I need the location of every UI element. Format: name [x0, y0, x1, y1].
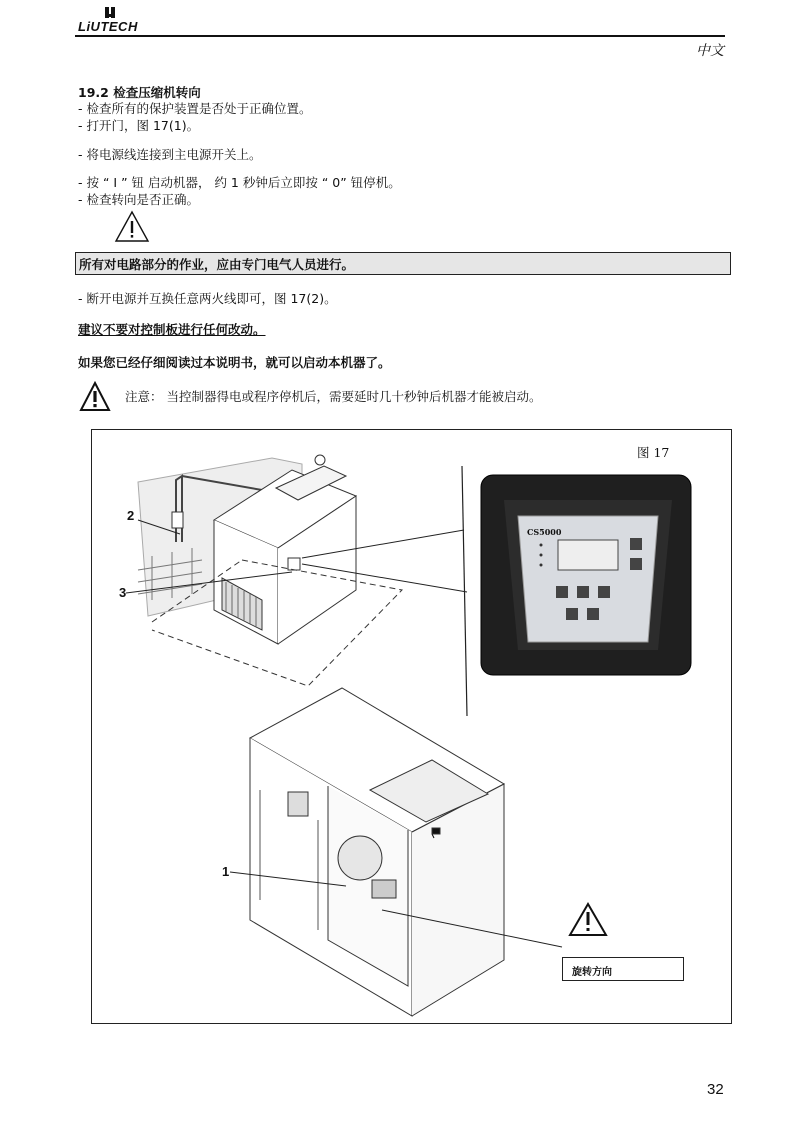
caution-text: 注意： 当控制器得电或程序停机后，需要延时几十秒钟后机器才能被启动。	[125, 389, 542, 404]
caution-triangle-icon	[79, 381, 111, 413]
step-line: - 断开电源并互换任意两火线即可，图 17(2)。	[78, 291, 337, 306]
logo-mark-icon	[102, 6, 122, 20]
installed-compressor-drawing	[138, 455, 402, 686]
callout-number-2: 2	[127, 508, 135, 523]
advice-text: 建议不要对控制板进行任何改动。	[78, 322, 266, 337]
callout-number-3: 3	[119, 585, 127, 600]
step-line: - 打开门，图 17(1)。	[78, 118, 200, 133]
section-number: 19.2	[78, 85, 109, 100]
brand-name: LiUTECH	[78, 19, 138, 34]
step-line: - 将电源线连接到主电源开关上。	[78, 147, 262, 162]
controller-panel-drawing	[481, 475, 691, 675]
language-label: 中文	[696, 44, 724, 59]
step-line: - 按 “ I ” 钮 启动机器， 约 1 秒钟后立即按 “ 0” 钮停机。	[78, 175, 401, 190]
controller-model-label: CS5000	[527, 527, 562, 537]
compressor-open-door-drawing	[250, 688, 504, 1016]
step-line: - 检查转向是否正确。	[78, 192, 199, 207]
rotation-direction-callout	[562, 957, 684, 981]
callout-number-1: 1	[222, 864, 230, 879]
page-number: 32	[707, 1081, 724, 1098]
electrical-warning-text: 所有对电路部分的作业，应由专门电气人员进行。	[79, 257, 355, 272]
ready-text: 如果您已经仔细阅读过本说明书，就可以启动本机器了。	[78, 355, 391, 370]
step-line: - 检查所有的保护装置是否处于正确位置。	[78, 101, 312, 116]
header-rule	[75, 35, 725, 37]
figure-title: 图 17	[637, 445, 670, 460]
section-title: 检查压缩机转向	[113, 85, 201, 100]
electrical-warning-bar	[75, 252, 731, 275]
warning-triangle-icon	[114, 210, 150, 243]
rotation-direction-label: 旋转方向	[572, 967, 612, 978]
section-heading	[78, 85, 201, 101]
figure-17-illustration	[92, 430, 729, 1021]
rotation-warning-icon	[570, 904, 606, 935]
brand-logo	[78, 6, 158, 32]
